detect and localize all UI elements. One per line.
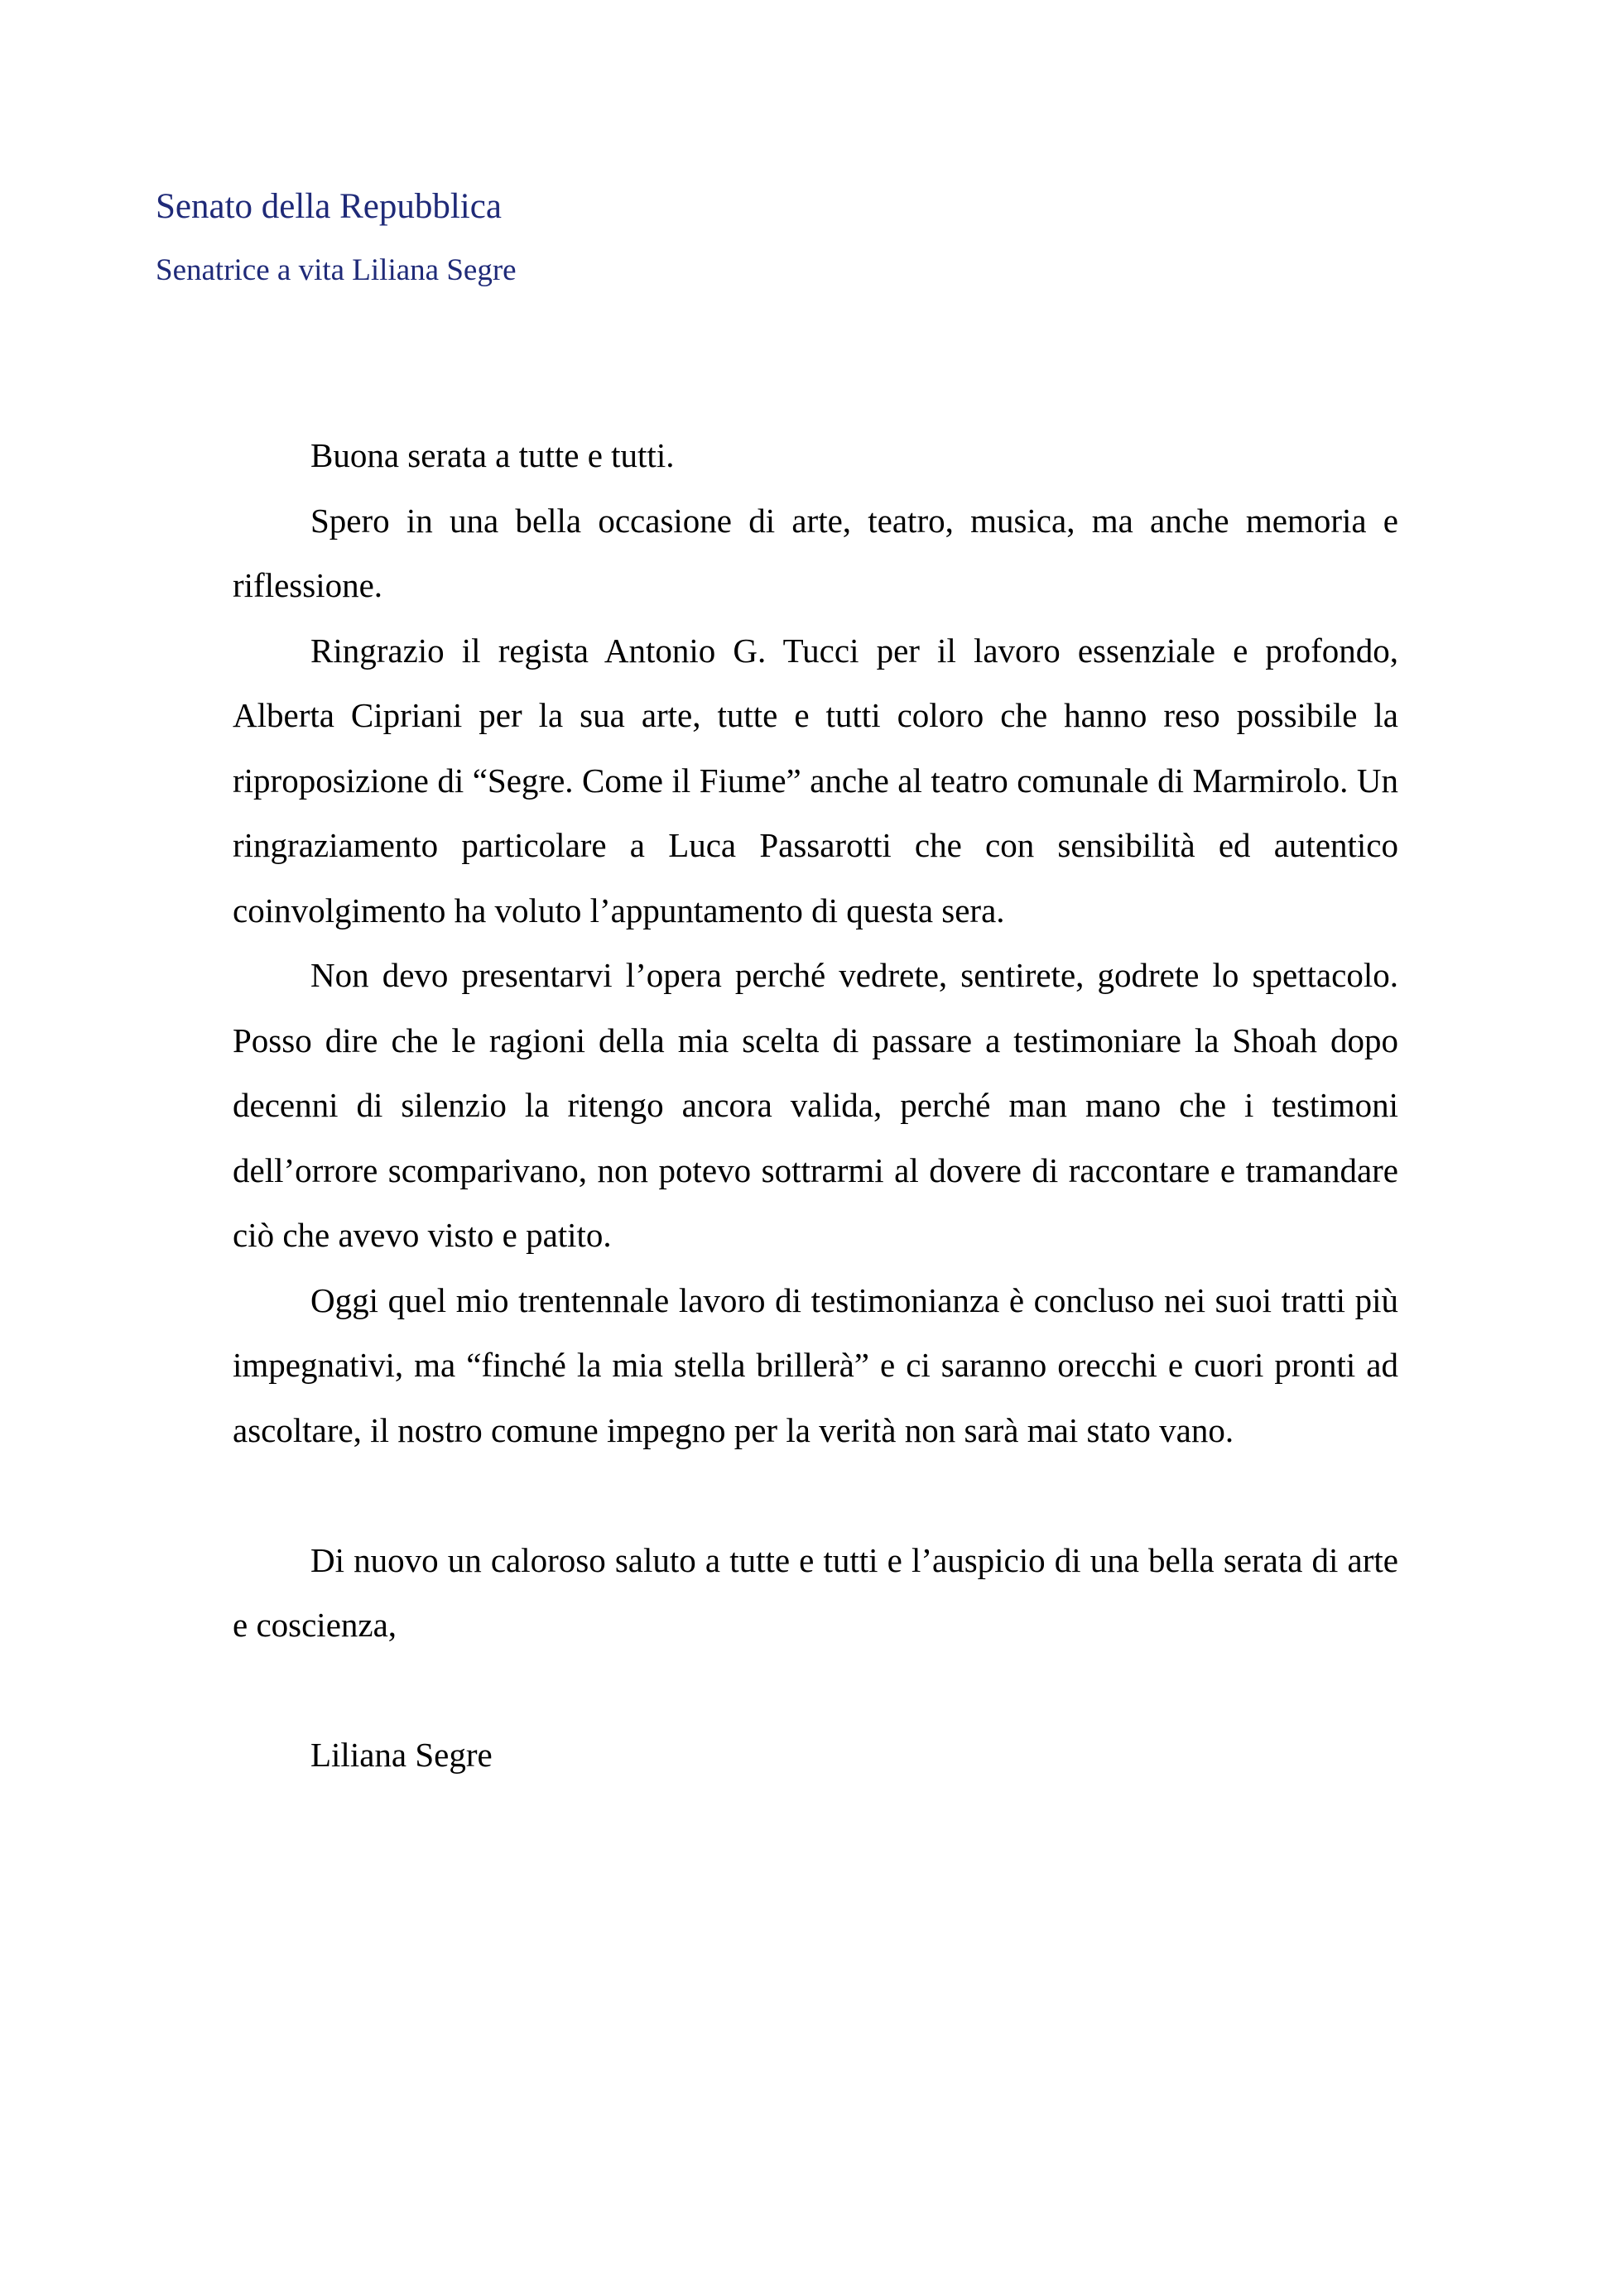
letter-body [233, 423, 1398, 1788]
greeting: Buona serata a tutte e tutti. [310, 436, 675, 474]
closing-paragraph: Di nuovo un caloroso saluto a tutte e tutti e l’auspicio di una bella serata di arte e coscienza, [233, 1540, 1398, 1644]
paragraph: Oggi quel mio trentennale lavoro di testimonianza è concluso nei suoi tratti più impegnativi, ma “finché la mia stella brillerà” e ci saranno orecchi e cuori pronti ad ascoltare, il nostro comune impegno per la verità non sarà mai stato vano. [233, 1280, 1398, 1449]
signature: Liliana Segre [310, 1736, 493, 1774]
paragraph: Spero in una bella occasione di arte, teatro, musica, ma anche memoria e riflessione. [233, 501, 1398, 604]
letterhead [156, 189, 517, 286]
spacer [233, 1463, 1398, 1528]
institution-name: Senato della Repubblica [156, 187, 502, 226]
paragraph: Non devo presentarvi l’opera perché vedrete, sentirete, godrete lo spettacolo. Posso dire che le ragioni della mia scelta di passare a testimoniare la Shoah dopo decenni di silenzio la ritengo ancora valida, perché man mano che i testimoni dell’orrore scomparivano, non potevo sottrarmi al dovere di raccontare e tramandare ciò che avevo visto e patito. [233, 956, 1398, 1254]
spacer [233, 1658, 1398, 1723]
office-title: Senatrice a vita Liliana Segre [156, 253, 517, 287]
paragraph: Ringrazio il regista Antonio G. Tucci per il lavoro essenziale e profondo, Alberta Cipriani per la sua arte, tutte e tutti coloro che hanno reso possibile la riproposizione di “Segre. Come il Fiume” anche al teatro comunale di Marmirolo. Un ringraziamento particolare a Luca Passarotti che con sensibilità ed autentico coinvolgimento ha voluto l’appuntamento di questa sera. [233, 631, 1398, 929]
